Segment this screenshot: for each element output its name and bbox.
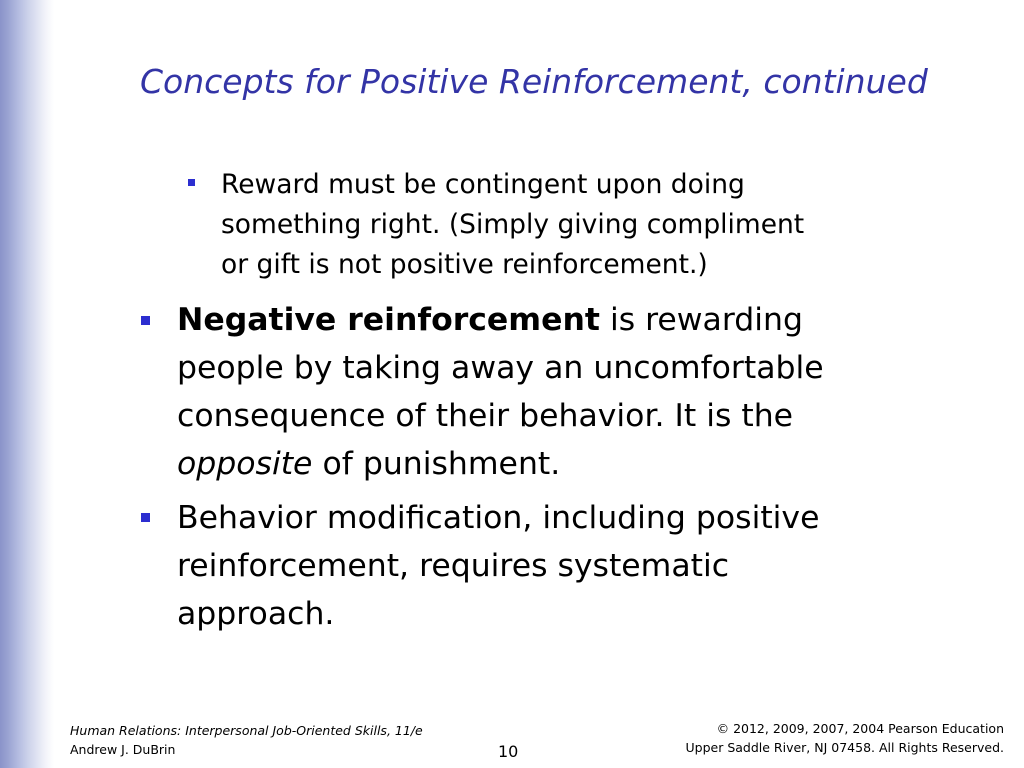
footer-author: Andrew J. DuBrin — [70, 742, 176, 757]
footer-address: Upper Saddle River, NJ 07458. All Rights Reserved. — [685, 740, 1004, 755]
sub-bullet-line: something right. (Simply giving compliment — [221, 209, 805, 240]
footer-book-info — [70, 721, 423, 759]
page-number: 10 — [498, 742, 519, 761]
bullet-term: Negative reinforcement — [177, 302, 600, 338]
bullet-negative-reinforcement — [141, 296, 961, 488]
bullet-line: consequence of their behavior. It is the — [177, 398, 794, 434]
bullet-line: people by taking away an uncomfortable — [177, 350, 824, 386]
bullet-line: Behavior modification, including positive — [177, 500, 820, 536]
bullet-line-rest: of punishment. — [312, 446, 561, 482]
sub-bullet-line: or gift is not positive reinforcement.) — [221, 249, 708, 280]
bullet-text — [177, 296, 961, 488]
square-bullet-icon — [188, 179, 195, 186]
sub-bullet-text — [221, 165, 878, 285]
footer-copyright-block — [686, 719, 1005, 757]
bullet-text — [177, 494, 961, 638]
bullet-behavior-modification — [141, 494, 961, 638]
bullet-emphasis: opposite — [177, 446, 313, 482]
bullet-line — [177, 296, 961, 344]
footer-book-title: Human Relations: Interpersonal Job-Oriented Skills, 11/e — [70, 723, 423, 738]
bullet-line: approach. — [177, 596, 335, 632]
sub-bullet-line: Reward must be contingent upon doing — [221, 169, 745, 200]
footer-copyright: © 2012, 2009, 2007, 2004 Pearson Education — [716, 721, 1004, 736]
side-gradient-bar — [0, 0, 54, 768]
square-bullet-icon — [141, 316, 150, 325]
slide-title: Concepts for Positive Reinforcement, continued — [140, 62, 928, 101]
sub-bullet-reward — [188, 165, 878, 285]
bullet-line — [177, 440, 961, 488]
bullet-line: reinforcement, requires systematic — [177, 548, 730, 584]
square-bullet-icon — [141, 513, 150, 522]
bullet-line-rest: is rewarding — [599, 302, 803, 338]
